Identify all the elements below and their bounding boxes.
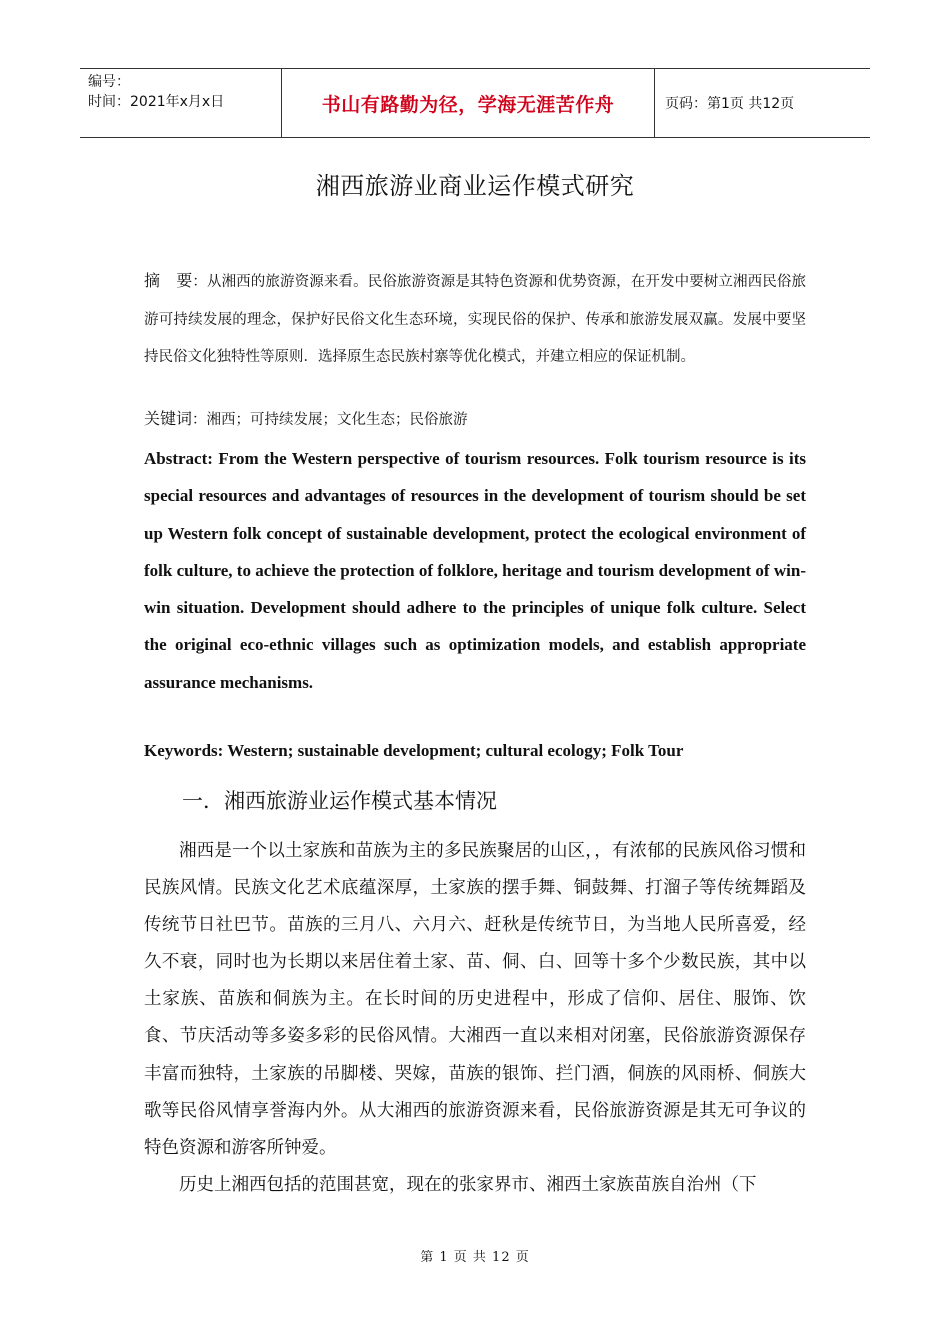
keywords-cn-text: ：湘西；可持续发展；文化生态；民俗旅游 — [192, 412, 468, 428]
page-footer: 第 1 页 共 12 页 — [420, 1250, 530, 1265]
keywords-cn-label: 关键词 — [144, 409, 193, 428]
header-page-info — [655, 69, 870, 137]
header-meta — [80, 69, 282, 137]
document-date: 时间：2021年x月x日 — [88, 94, 225, 110]
abstract-cn — [144, 262, 806, 377]
header-motto-cell — [282, 69, 655, 137]
section-heading: 一．湘西旅游业运作模式基本情况 — [182, 789, 497, 813]
header-table — [80, 68, 870, 138]
motto: 书山有路勤为径，学海无涯苦作舟 — [321, 93, 615, 116]
paragraph: 历史上湘西包括的范围甚宽，现在的张家界市、湘西土家族苗族自治州（下 — [179, 1174, 757, 1195]
keywords-en: Keywords: Western; sustainable development; cultural ecology; Folk Tour — [144, 741, 684, 760]
abstract-cn-text: ：从湘西的旅游资源来看。民俗旅游资源是其特色资源和优势资源，在开发中要树立湘西民俗旅游可持续发展的理念，保护好民俗文化生态环境，实现民俗的保护、传承和旅游发展双赢。发展中要坚持民俗文化独特性等原则．选择原生态民族村寨等优化模式，并建立相应的保证机制。 — [144, 274, 806, 365]
document-title: 湘西旅游业商业运作模式研究 — [315, 172, 635, 200]
abstract-cn-label: 摘 要 — [144, 271, 193, 290]
document-number: 编号： — [88, 74, 130, 90]
page-info: 页码：第1页 共12页 — [665, 96, 795, 112]
body-text — [144, 833, 806, 1204]
paragraph: 湘西是一个以土家族和苗族为主的多民族聚居的山区，，有浓郁的民族风俗习惯和民族风情。民族文化艺术底蕴深厚，土家族的摆手舞、铜鼓舞、打溜子等传统舞蹈及传统节日社巴节。苗族的三月八、六月六、赶秋是传统节日，为当地人民所喜爱，经久不衰，同时也为长期以来居住着土家、苗、侗、白、回等十多个少数民族，其中以土家族、苗族和侗族为主。在长时间的历史进程中，形成了信仰、居住、服饰、饮食、节庆活动等多姿多彩的民俗风情。大湘西一直以来相对闭塞，民俗旅游资源保存丰富而独特，土家族的吊脚楼、哭嫁，苗族的银饰、拦门酒，侗族的风雨桥、侗族大歌等民俗风情享誉海内外。从大湘西的旅游资源来看，民俗旅游资源是其无可争议的特色资源和游客所钟爱。 — [144, 841, 806, 1158]
keywords-cn — [144, 405, 806, 434]
abstract-en: Abstract: From the Western perspective of tourism resources. Folk tourism resource is its special resources and advantages of resources in the development of tourism should be set up Western folk concept of sustainable development, protect the ecological environment of folk culture, to achieve the protection of folklore, heritage and tourism development of win-win situation. Development should adhere to the principles of unique folk culture. Select the original eco-ethnic villages such as optimization models, and establish appropriate assurance mechanisms. — [144, 449, 806, 692]
